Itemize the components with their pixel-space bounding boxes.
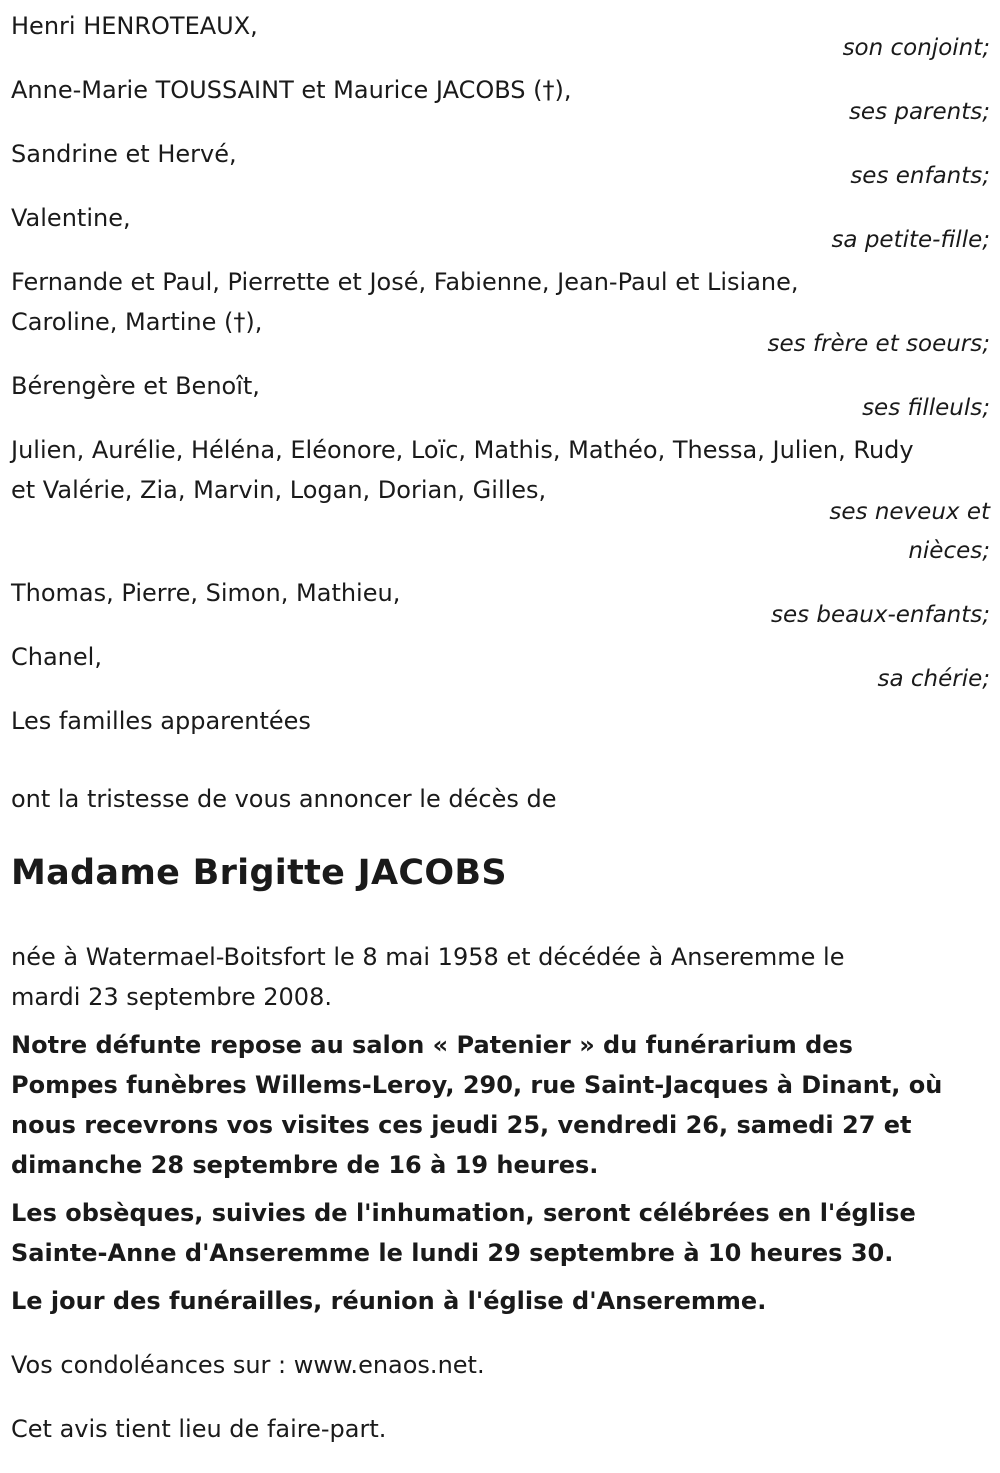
visitation-line: Pompes funèbres Willems-Leroy, 290, rue Saint-Jacques à Dinant, où: [11, 1071, 943, 1099]
obituary-notice: [11, 6, 990, 1473]
birth-death-info: [11, 937, 990, 1017]
family-entry-spouse: [11, 6, 990, 68]
family-relation: ses parents;: [848, 99, 990, 125]
visitation-line: Notre défunte repose au salon « Patenier » du funérarium des: [11, 1031, 853, 1059]
family-name: Valentine,: [11, 204, 131, 232]
visitation-line: dimanche 28 septembre de 16 à 19 heures.: [11, 1151, 599, 1179]
funeral-line: Sainte-Anne d'Anseremme le lundi 29 septembre à 10 heures 30.: [11, 1239, 894, 1267]
deceased-name: Madame Brigitte JACOBS: [11, 853, 507, 893]
announcement-text: ont la tristesse de vous annoncer le décès de: [11, 785, 557, 813]
birth-death-line: née à Watermael-Boitsfort le 8 mai 1958 et décédée à Anseremme le: [11, 943, 845, 971]
family-name: et Valérie, Zia, Marvin, Logan, Dorian, Gilles,: [11, 476, 547, 504]
family-entry-parents: [11, 70, 990, 132]
birth-death-line: mardi 23 septembre 2008.: [11, 983, 332, 1011]
family-entry-nephews-nieces: [11, 430, 990, 571]
visitation-line: nous recevrons vos visites ces jeudi 25, vendredi 26, samedi 27 et: [11, 1111, 912, 1139]
family-entry-siblings: [11, 262, 990, 364]
meeting-info: Le jour des funérailles, réunion à l'église d'Anseremme.: [11, 1287, 767, 1315]
family-relation: nièces;: [908, 538, 990, 564]
family-name: Sandrine et Hervé,: [11, 140, 237, 168]
visitation-info: [11, 1025, 990, 1185]
family-relation: ses filleuls;: [862, 395, 990, 421]
family-relation: sa petite-fille;: [831, 227, 990, 253]
family-relation: ses enfants;: [850, 163, 990, 189]
family-relation: ses beaux-enfants;: [770, 602, 990, 628]
family-relation: son conjoint;: [842, 35, 990, 61]
family-name: Thomas, Pierre, Simon, Mathieu,: [11, 579, 401, 607]
family-name: Julien, Aurélie, Héléna, Eléonore, Loïc, Mathis, Mathéo, Thessa, Julien, Rudy: [11, 436, 914, 464]
family-relation: ses neveux et: [829, 499, 990, 525]
family-name: Henri HENROTEAUX,: [11, 12, 258, 40]
family-entry-darling: [11, 637, 990, 699]
family-name: Les familles apparentées: [11, 707, 311, 735]
funeral-line: Les obsèques, suivies de l'inhumation, seront célébrées en l'église: [11, 1199, 916, 1227]
family-name: Anne-Marie TOUSSAINT et Maurice JACOBS (†),: [11, 76, 572, 104]
family-name: Chanel,: [11, 643, 102, 671]
family-name: Fernande et Paul, Pierrette et José, Fabienne, Jean-Paul et Lisiane,: [11, 268, 799, 296]
family-entry-related-families: [11, 701, 990, 741]
family-entry-granddaughter: [11, 198, 990, 260]
condolences-info: Vos condoléances sur : www.enaos.net.: [11, 1351, 485, 1379]
notice-info: Cet avis tient lieu de faire-part.: [11, 1415, 387, 1443]
family-relation: ses frère et soeurs;: [767, 331, 990, 357]
family-relation: sa chérie;: [877, 666, 990, 692]
funeral-info: [11, 1193, 990, 1273]
family-name: Caroline, Martine (†),: [11, 308, 263, 336]
family-entry-godchildren: [11, 366, 990, 428]
family-entry-children: [11, 134, 990, 196]
family-entry-stepchildren: [11, 573, 990, 635]
family-name: Bérengère et Benoît,: [11, 372, 260, 400]
